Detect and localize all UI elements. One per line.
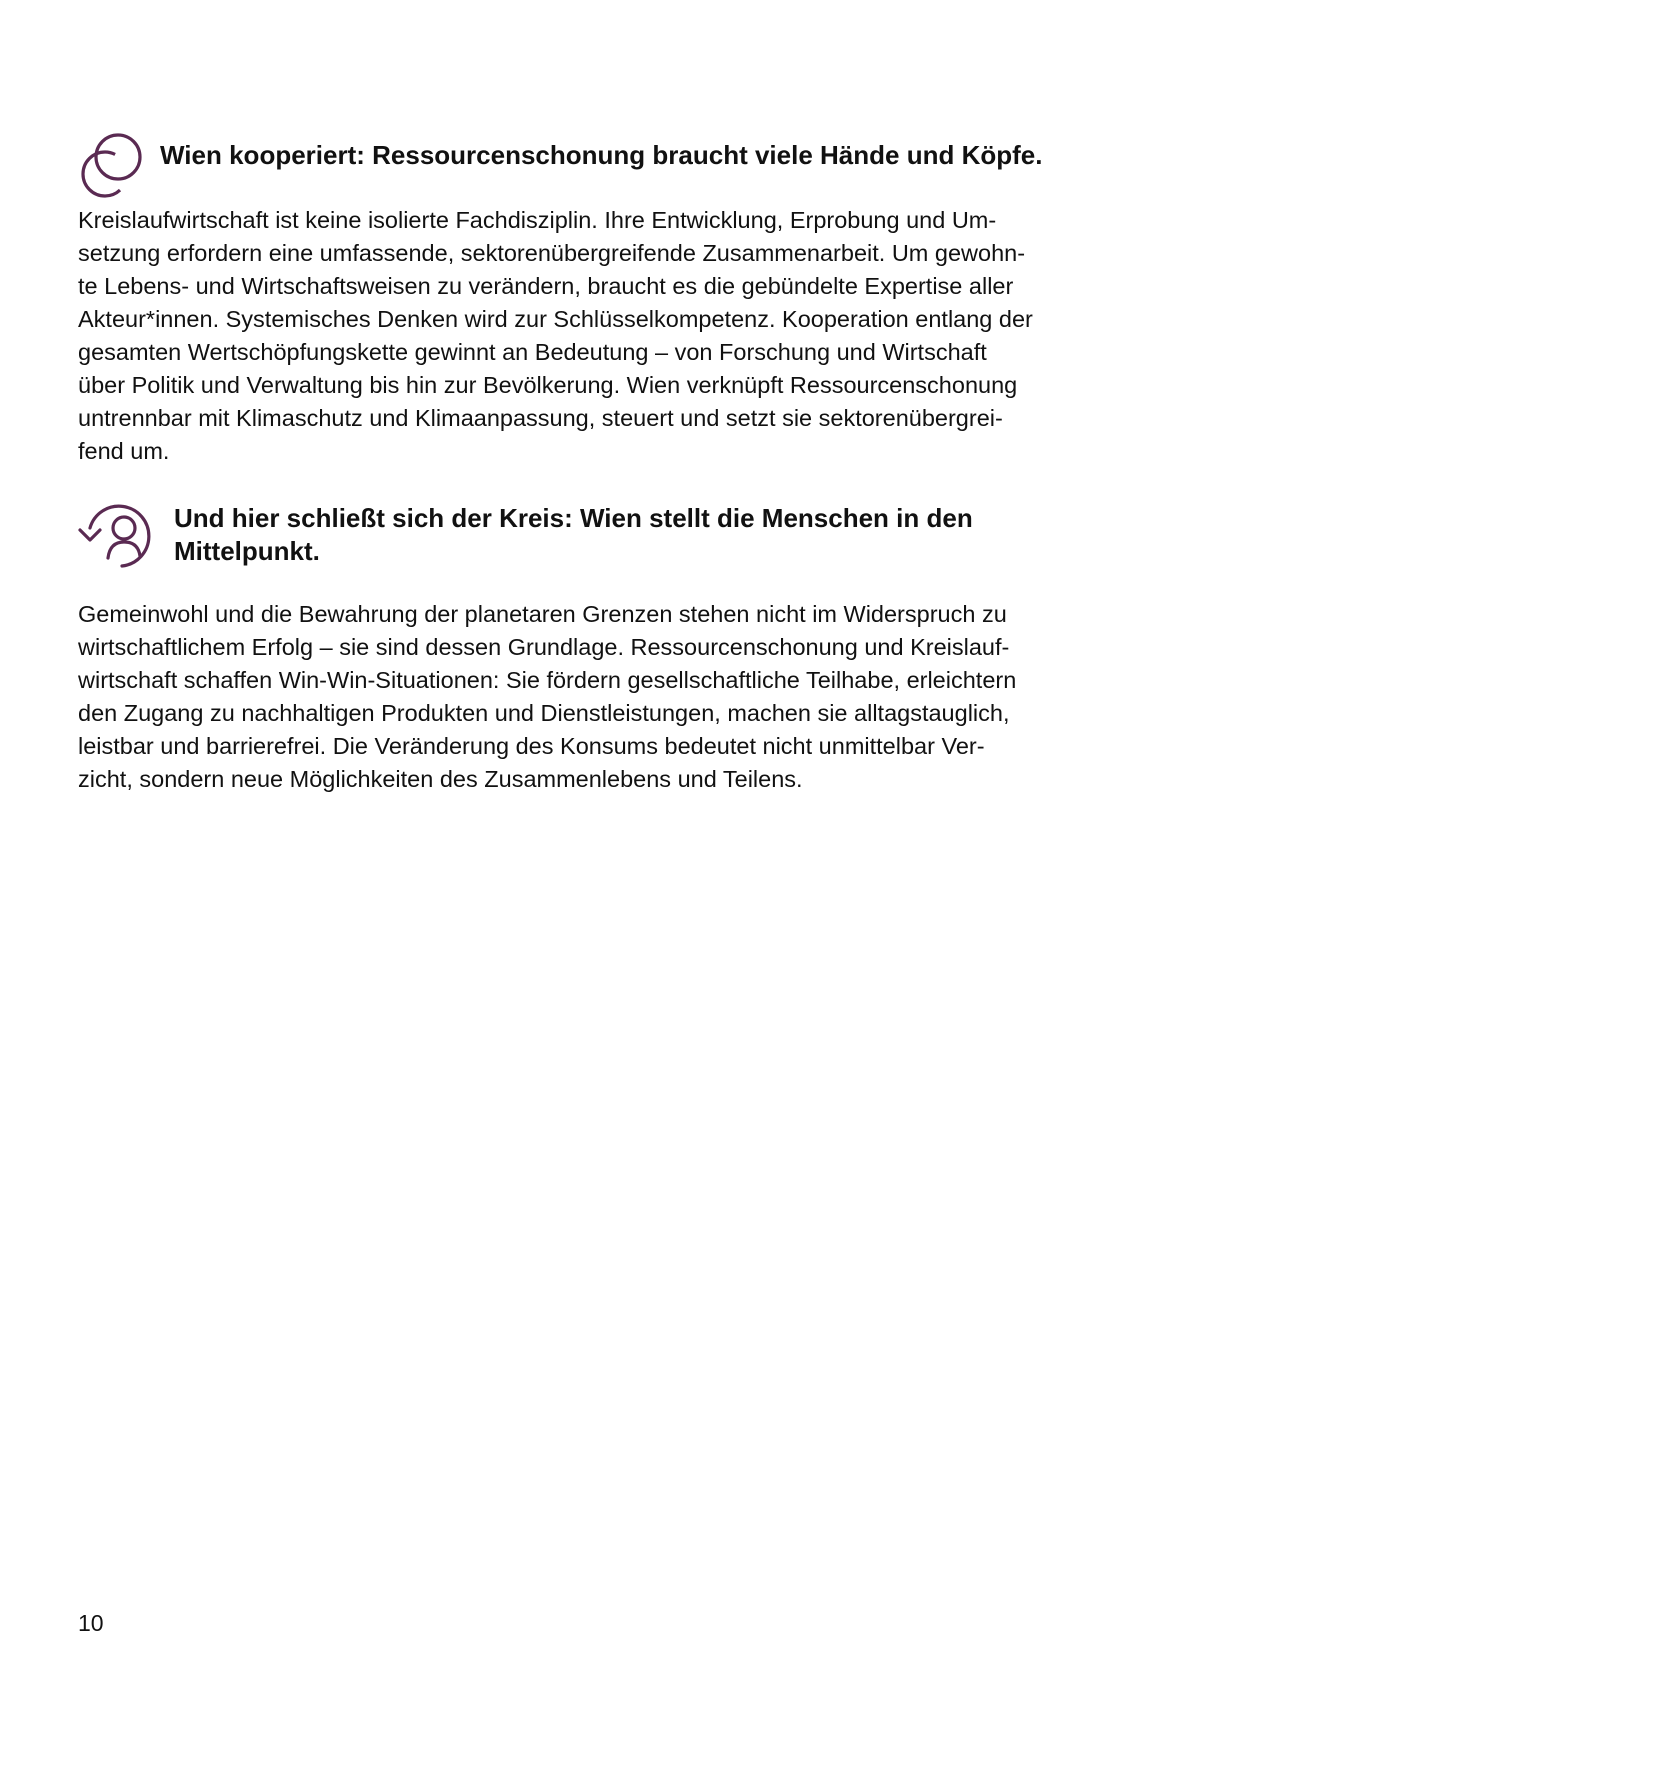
section-2-title — [174, 502, 973, 568]
linked-rings-icon — [78, 131, 146, 199]
body-line: leistbar und barrierefrei. Die Veränderung des Konsums bedeutet nicht unmittelbar Ver- — [78, 733, 985, 759]
page-number: 10 — [78, 1610, 104, 1636]
section-1-header — [78, 131, 1042, 199]
body-line: setzung erfordern eine umfassende, sektorenübergreifende Zusammenarbeit. Um gewohn- — [78, 240, 1026, 266]
person-circle-arrow-icon — [78, 500, 156, 572]
body-line: untrennbar mit Klimaschutz und Klimaanpassung, steuert und setzt sie sektorenübergrei- — [78, 405, 1003, 431]
body-line: wirtschaft schaffen Win-Win-Situationen: Sie fördern gesellschaftliche Teilhabe, erleichtern — [78, 667, 1017, 693]
body-line: Kreislaufwirtschaft ist keine isolierte Fachdisziplin. Ihre Entwicklung, Erprobung und Um- — [78, 207, 997, 233]
section-2-title-line: Mittelpunkt. — [174, 536, 320, 566]
body-line: Gemeinwohl und die Bewahrung der planetaren Grenzen stehen nicht im Widerspruch zu — [78, 601, 1007, 627]
body-line: Akteur*innen. Systemisches Denken wird zur Schlüsselkompetenz. Kooperation entlang der — [78, 306, 1033, 332]
section-1-body — [78, 204, 1158, 468]
section-2-title-line: Und hier schließt sich der Kreis: Wien stellt die Menschen in den — [174, 503, 973, 533]
body-line: wirtschaftlichem Erfolg – sie sind dessen Grundlage. Ressourcenschonung und Kreislauf- — [78, 634, 1010, 660]
body-line: gesamten Wertschöpfungskette gewinnt an Bedeutung – von Forschung und Wirtschaft — [78, 339, 987, 365]
body-line: zicht, sondern neue Möglichkeiten des Zusammenlebens und Teilens. — [78, 766, 803, 792]
body-line: fend um. — [78, 438, 170, 464]
body-line: über Politik und Verwaltung bis hin zur Bevölkerung. Wien verknüpft Ressourcenschonung — [78, 372, 1018, 398]
section-2-header — [78, 500, 973, 572]
section-2-body — [78, 598, 1158, 796]
section-1-title: Wien kooperiert: Ressourcenschonung braucht viele Hände und Köpfe. — [160, 140, 1043, 170]
body-line: den Zugang zu nachhaltigen Produkten und Dienstleistungen, machen sie alltagstauglich, — [78, 700, 1010, 726]
body-line: te Lebens- und Wirtschaftsweisen zu verändern, braucht es die gebündelte Expertise aller — [78, 273, 1014, 299]
